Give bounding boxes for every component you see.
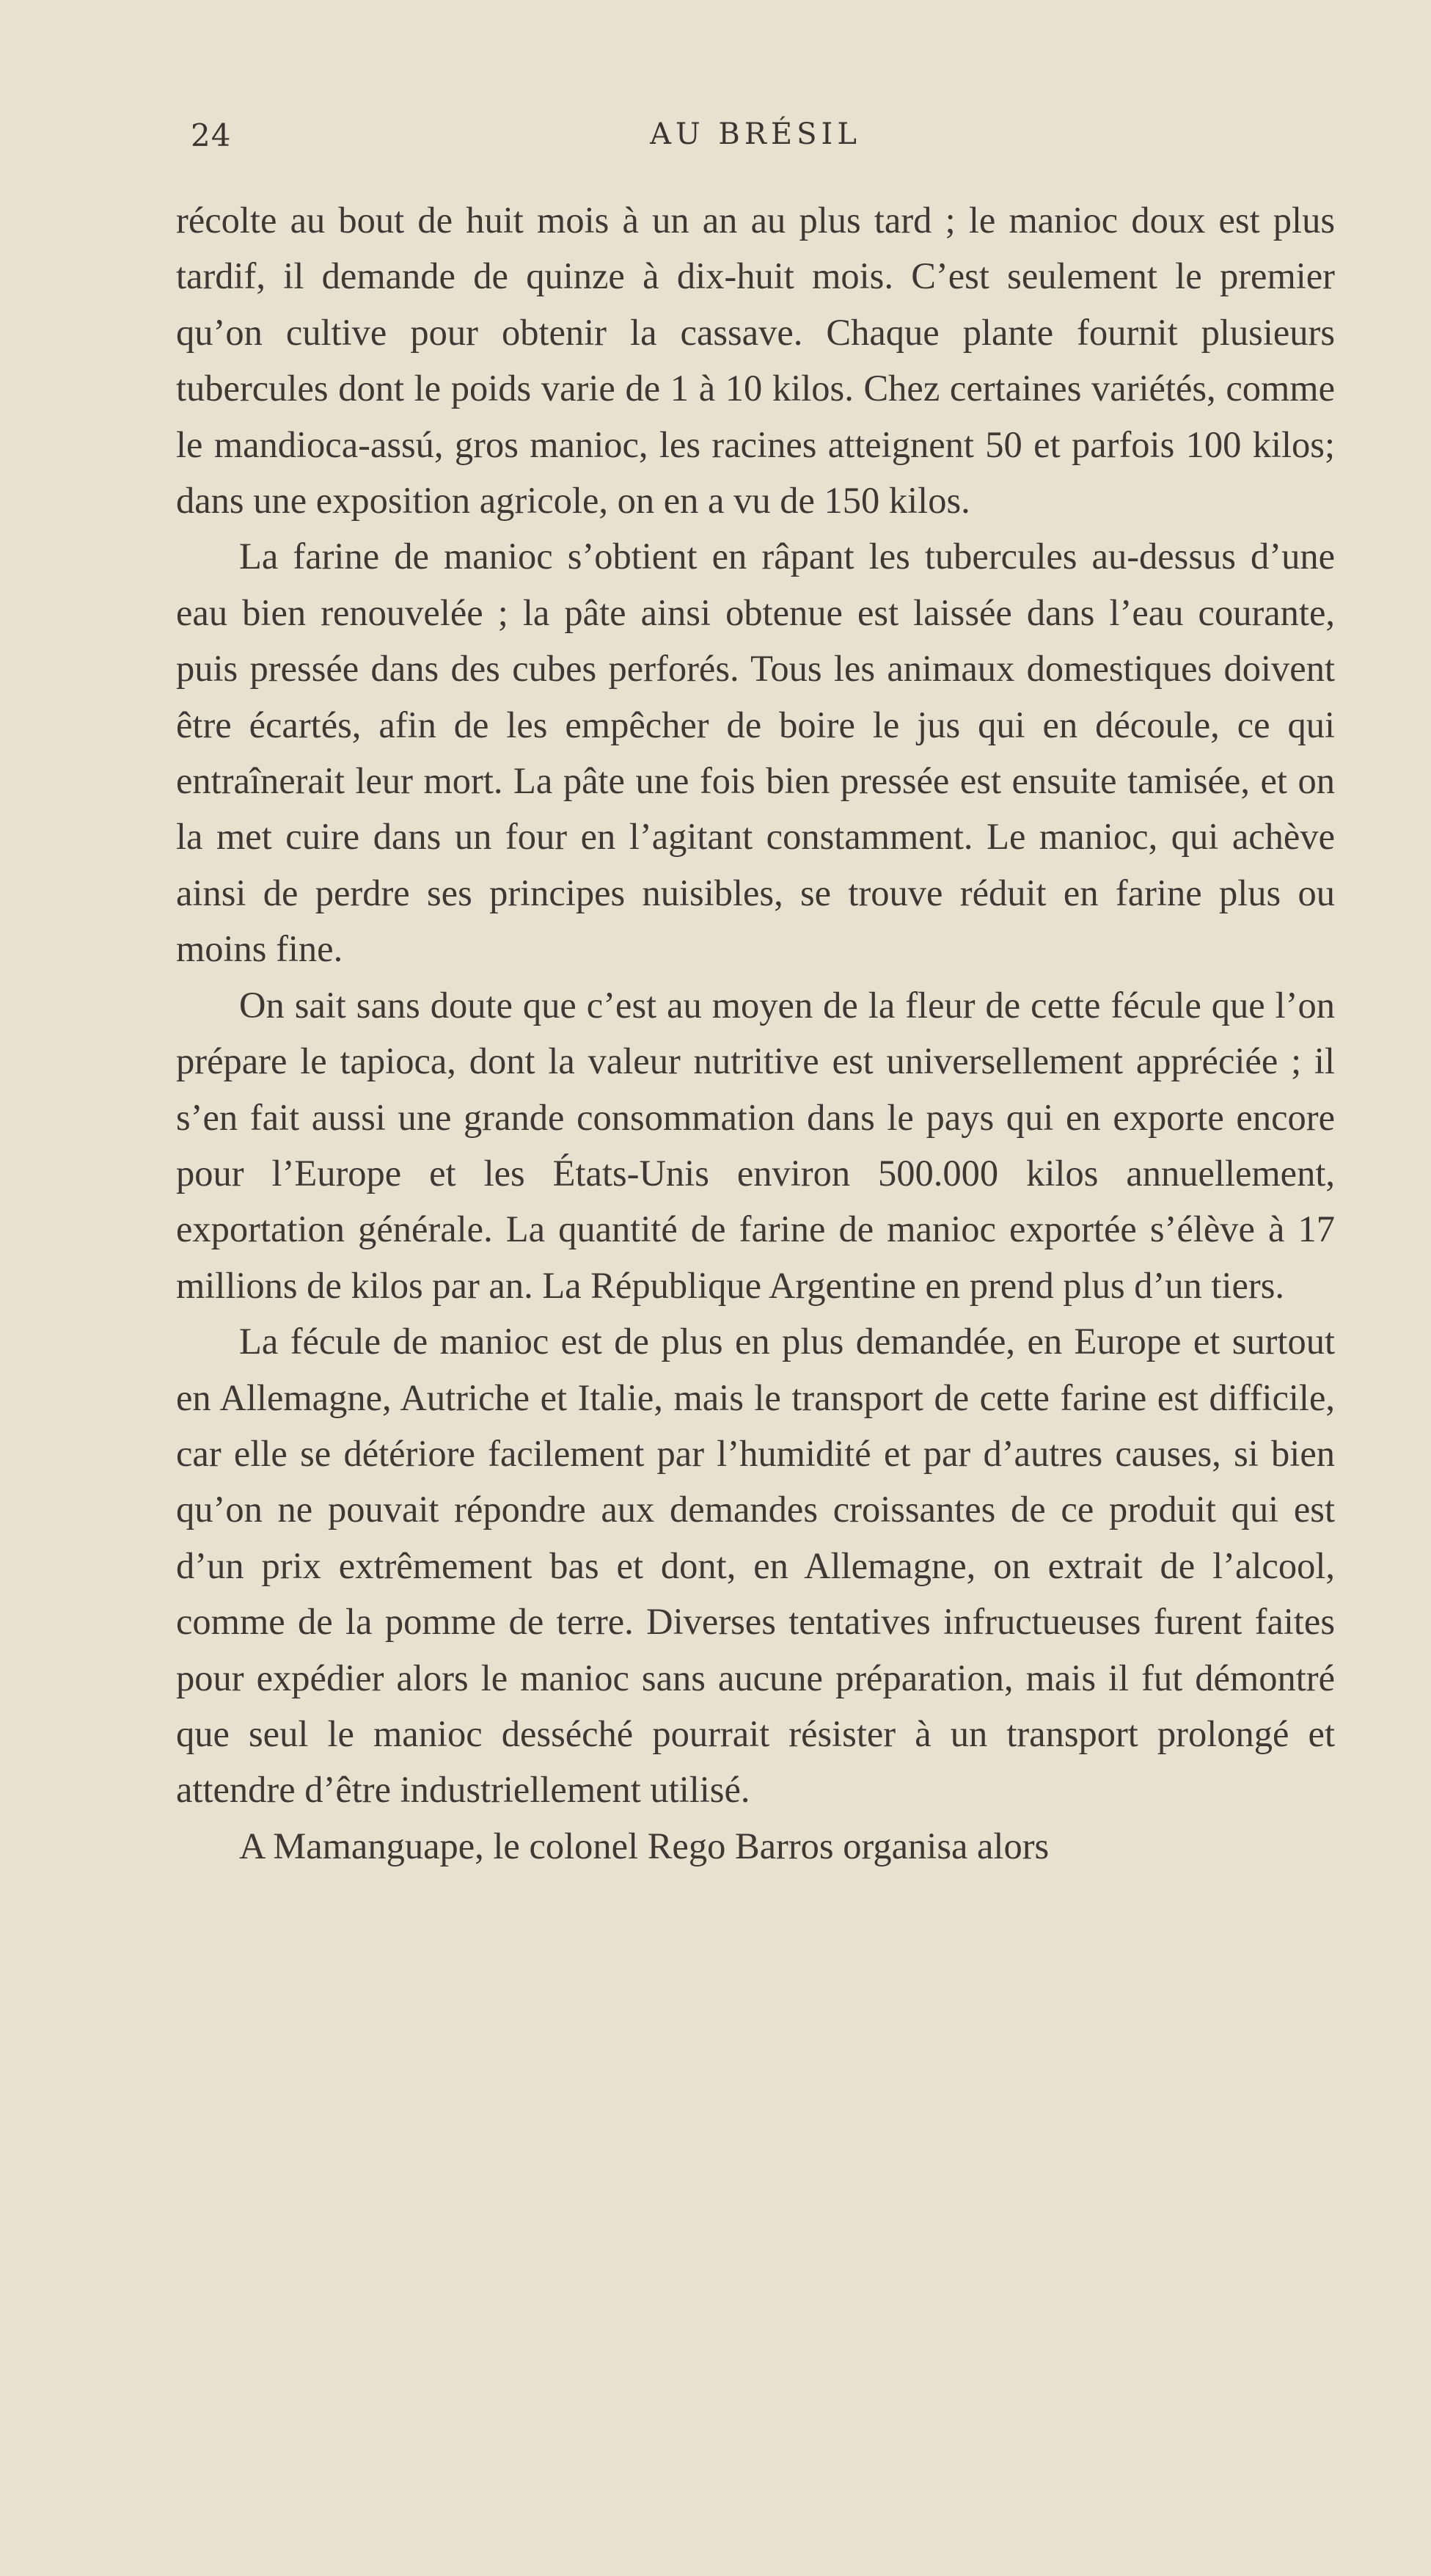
paragraph-4: La fécule de manioc est de plus en plus demandée, en Europe et surtout en Allemagne, Autriche et Italie, mais le transport de cette farine est difficile, car elle se détériore facilement par l’humidité et par d’autres causes, si bien qu’on ne pouvait répondre aux demandes croissantes de ce produit qui est d’un prix extrêmement bas et dont, en Allemagne, on extrait de l’alcool, comme de la pomme de terre. Diverses tentatives infructueuses furent faites pour expédier alors le manioc sans aucune préparation, mais il fut démontré que seul le manioc desséché pourrait résister à un transport prolongé et attendre d’être industriellement utilisé. xyxy=(176,1321,1335,1811)
paragraph-5: A Mamanguape, le colonel Rego Barros organisa alors xyxy=(239,1825,1050,1867)
page-header xyxy=(176,117,1335,161)
running-title: AU BRÉSIL xyxy=(650,117,861,151)
body-text xyxy=(176,192,1335,1874)
paragraph-3: On sait sans doute que c’est au moyen de la fleur de cette fécule que l’on prépare le tapioca, dont la valeur nutritive est universellement appréciée ; il s’en fait aussi une grande consommation dans le pays qui en exporte encore pour l’Europe et les États-Unis environ 500.000 kilos annuellement, exportation générale. La quantité de farine de manioc exportée s’élève à 17 millions de kilos par an. La République Argentine en prend plus d’un tiers. xyxy=(176,984,1335,1306)
paragraph-1: récolte au bout de huit mois à un an au plus tard ; le manioc doux est plus tardif, il demande de quinze à dix-huit mois. C’est seulement le premier qu’on cultive pour obtenir la cassave. Chaque plante fournit plusieurs tubercules dont le poids varie de 1 à 10 kilos. Chez certaines variétés, comme le mandioca-assú, gros manioc, les racines atteignent 50 et parfois 100 kilos; dans une exposition agricole, on en a vu de 150 kilos. xyxy=(176,200,1335,522)
page-number: 24 xyxy=(191,117,232,153)
paragraph-2: La farine de manioc s’obtient en râpant les tubercules au-dessus d’une eau bien renouvelée ; la pâte ainsi obtenue est laissée dans l’eau courante, puis pressée dans des cubes perforés. Tous les animaux domestiques doivent être écartés, afin de les empêcher de boire le jus qui en découle, ce qui entraînerait leur mort. La pâte une fois bien pressée est ensuite tamisée, et on la met cuire dans un four en l’agitant constamment. Le manioc, qui achève ainsi de perdre ses principes nuisibles, se trouve réduit en farine plus ou moins fine. xyxy=(176,536,1335,970)
